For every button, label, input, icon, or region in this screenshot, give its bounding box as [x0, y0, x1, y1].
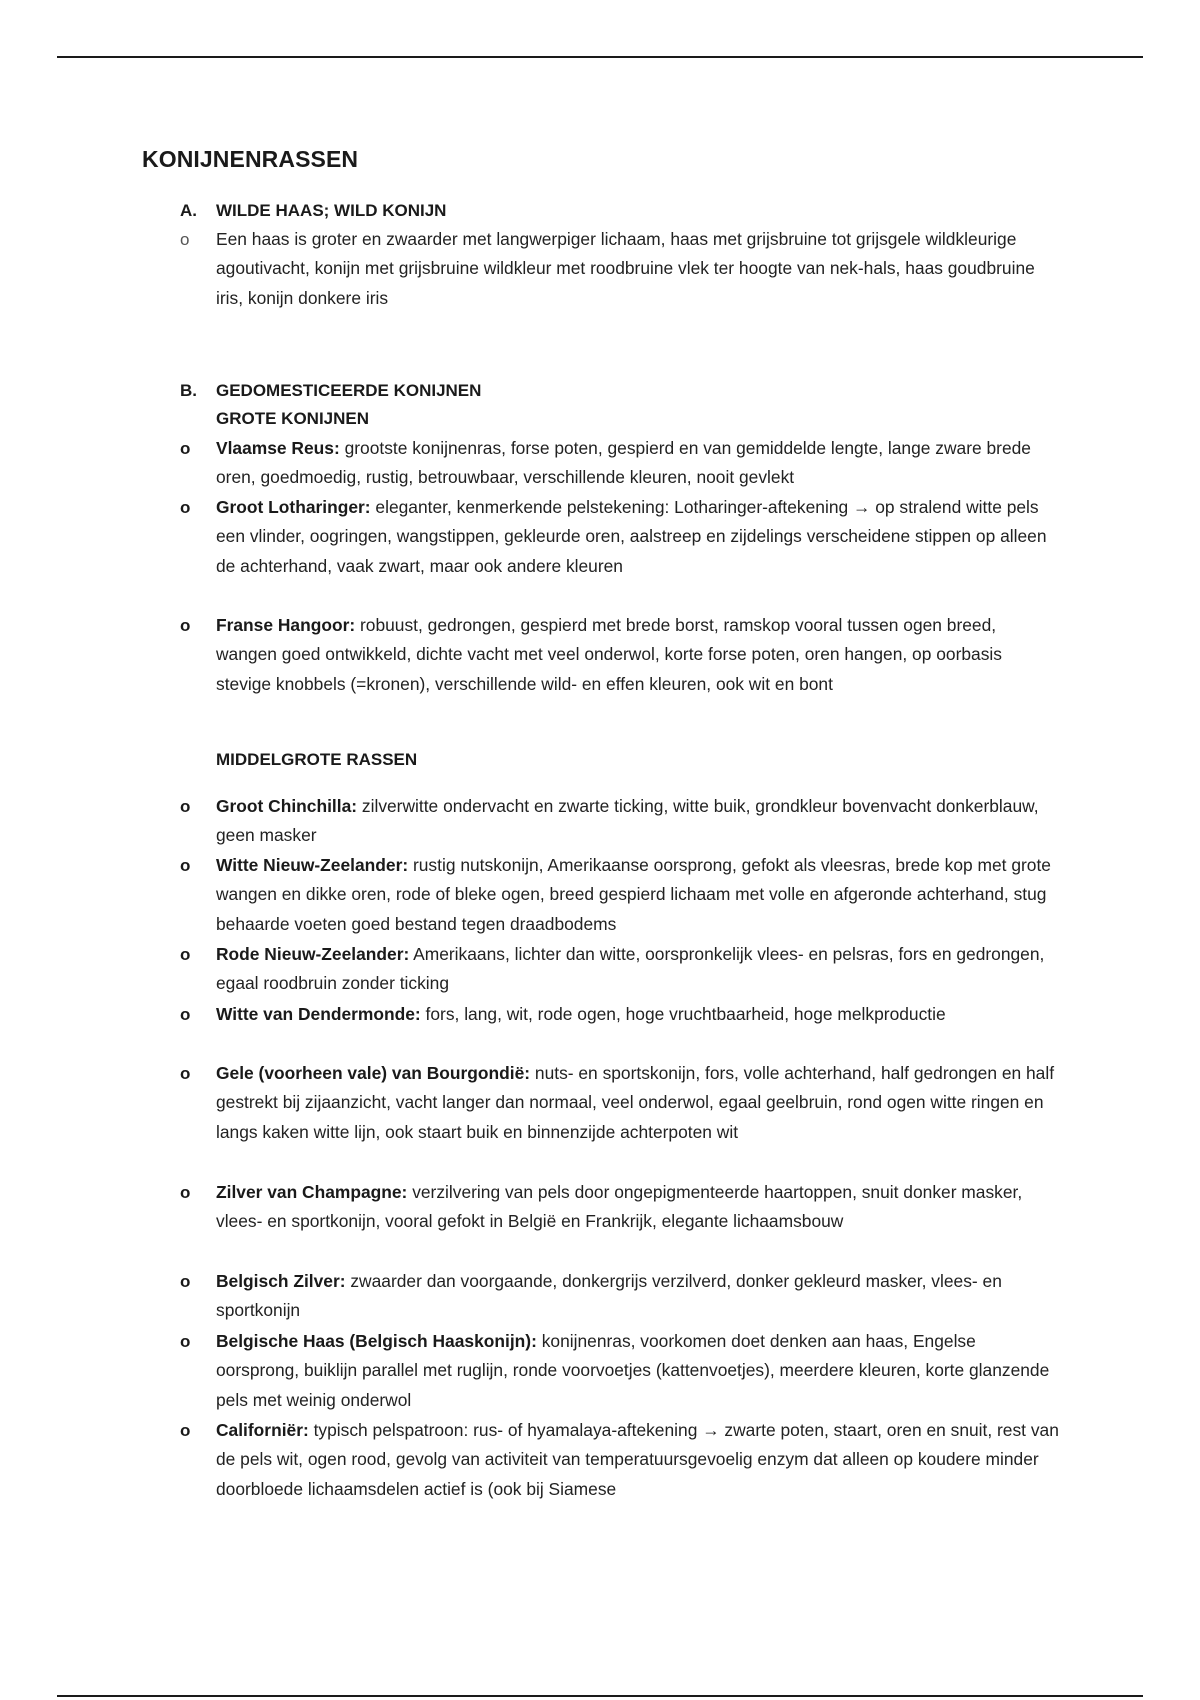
breed-name: Witte van Dendermonde:	[216, 1004, 421, 1024]
bullet-icon: o	[180, 498, 191, 517]
list-item	[180, 792, 1060, 851]
footer-rule	[57, 1695, 1143, 1697]
list-item	[180, 1416, 1060, 1504]
bullet-icon: o	[180, 797, 191, 816]
section-a-title: WILDE HAAS; WILD KONIJN	[216, 201, 447, 220]
bullet-icon: o	[180, 1272, 191, 1291]
section-b-title: GEDOMESTICEERDE KONIJNEN	[216, 381, 482, 400]
section-b-letter: B.	[180, 381, 197, 400]
breed-description: zilverwitte ondervacht en zwarte ticking, witte buik, grondkleur bovenvacht donkerblauw, geen masker	[216, 796, 1039, 846]
list-item	[180, 611, 1060, 699]
breed-description: robuust, gedrongen, gespierd met brede borst, ramskop vooral tussen ogen breed, wangen goed ontwikkeld, dichte vacht met veel onderwol, korte forse poten, oren hangen, op oorbasis stevige knobbels (=kronen), verschillende wild- en effen kleuren, ook wit en bont	[216, 615, 1002, 694]
bullet-icon: o	[180, 856, 191, 875]
breed-description: typisch pelspatroon: rus- of hyamalaya-aftekening → zwarte poten, staart, oren en snuit, rest van de pels wit, ogen rood, gevolg van activiteit van temperatuursgevoelig enzym dat alleen op koudere minder doorbloede lichaamsdelen actief is (ook bij Siamese	[216, 1420, 1059, 1499]
breed-name: Rode Nieuw-Zeelander:	[216, 944, 410, 964]
breed-name: Franse Hangoor:	[216, 615, 356, 635]
document-title: KONIJNENRASSEN	[142, 146, 359, 172]
list-item	[180, 1267, 1060, 1326]
header-rule	[57, 56, 1143, 58]
breed-description: zwaarder dan voorgaande, donkergrijs verzilverd, donker gekleurd masker, vlees- en sportkonijn	[216, 1271, 1002, 1321]
section-a-heading	[180, 197, 446, 225]
list-item-text: Een haas is groter en zwaarder met langwerpiger lichaam, haas met grijsbruine tot grijsgele wildkleurige agoutivacht, konijn met grijsbruine wildkleur met roodbruine vlek ter hoogte van nek-hals, haas goudbruine iris, konijn donkere iris	[216, 229, 1035, 308]
section-a-letter: A.	[180, 201, 197, 220]
breed-description: rustig nutskonijn, Amerikaanse oorsprong, gefokt als vleesras, brede kop met grote wangen en dikke oren, rode of bleke ogen, breed gespierd lichaam met volle en afgeronde achterhand, stug behaarde voeten goed bestand tegen draadbodems	[216, 855, 1051, 934]
bullet-icon: o	[180, 439, 191, 458]
bullet-icon: o	[180, 616, 191, 635]
list-item	[180, 1327, 1060, 1415]
bullet-icon: o	[180, 1421, 191, 1440]
bullet-icon: o	[180, 945, 191, 964]
breed-description: fors, lang, wit, rode ogen, hoge vruchtbaarheid, hoge melkproductie	[420, 1004, 946, 1024]
list-item	[180, 225, 1040, 313]
breed-description: verzilvering van pels door ongepigmenteerde haartoppen, snuit donker masker, vlees- en sportkonijn, vooral gefokt in België en Frankrijk, elegante lichaamsbouw	[216, 1182, 1023, 1232]
breed-name: Groot Lotharinger:	[216, 497, 371, 517]
breed-description: nuts- en sportskonijn, fors, volle achterhand, half gedrongen en half gestrekt bij zijaanzicht, vacht langer dan normaal, veel onderwol, egaal geelbruin, rond ogen witte ringen en langs kaken witte lijn, ook staart buik en binnenzijde achterpoten wit	[216, 1063, 1055, 1142]
list-item	[180, 434, 1060, 493]
subheading-grote-konijnen: GROTE KONIJNEN	[216, 409, 370, 428]
bullet-icon: o	[180, 1183, 191, 1202]
breed-description: eleganter, kenmerkende pelstekening: Lotharinger-aftekening → op stralend witte pels een vlinder, oogringen, wangstippen, gekleurde oren, aalstreep en zijdelings verscheidene stippen op alleen de achterhand, vaak zwart, maar ook andere kleuren	[216, 497, 1047, 576]
breed-description: grootste konijnenras, forse poten, gespierd en van gemiddelde lengte, lange zware brede oren, goedmoedig, rustig, betrouwbaar, verschillende kleuren, nooit gevlekt	[216, 438, 1031, 488]
list-item	[180, 1059, 1060, 1147]
breed-name: Zilver van Champagne:	[216, 1182, 408, 1202]
hollow-bullet-icon: o	[180, 230, 190, 249]
breed-name: Groot Chinchilla:	[216, 796, 358, 816]
section-b-heading	[180, 377, 481, 405]
breed-name: Belgische Haas (Belgisch Haaskonijn):	[216, 1331, 537, 1351]
breed-name: Gele (voorheen vale) van Bourgondië:	[216, 1063, 531, 1083]
list-item	[180, 851, 1060, 939]
subheading-middelgrote-rassen: MIDDELGROTE RASSEN	[216, 750, 418, 769]
list-item	[180, 493, 1060, 581]
list-item	[180, 1178, 1060, 1237]
bullet-icon: o	[180, 1005, 191, 1024]
breed-description: konijnenras, voorkomen doet denken aan haas, Engelse oorsprong, buiklijn parallel met ruglijn, ronde voorvoetjes (kattenvoetjes), meerdere kleuren, korte glanzende pels met weinig onderwol	[216, 1331, 1050, 1410]
bullet-icon: o	[180, 1064, 191, 1083]
list-item	[180, 940, 1060, 999]
breed-name: Belgisch Zilver:	[216, 1271, 346, 1291]
list-item	[180, 1000, 1060, 1029]
breed-name: Vlaamse Reus:	[216, 438, 340, 458]
breed-name: Californiër:	[216, 1420, 309, 1440]
bullet-icon: o	[180, 1332, 191, 1351]
breed-name: Witte Nieuw-Zeelander:	[216, 855, 409, 875]
breed-description: Amerikaans, lichter dan witte, oorspronkelijk vlees- en pelsras, fors en gedrongen, egaal roodbruin zonder ticking	[216, 944, 1045, 994]
